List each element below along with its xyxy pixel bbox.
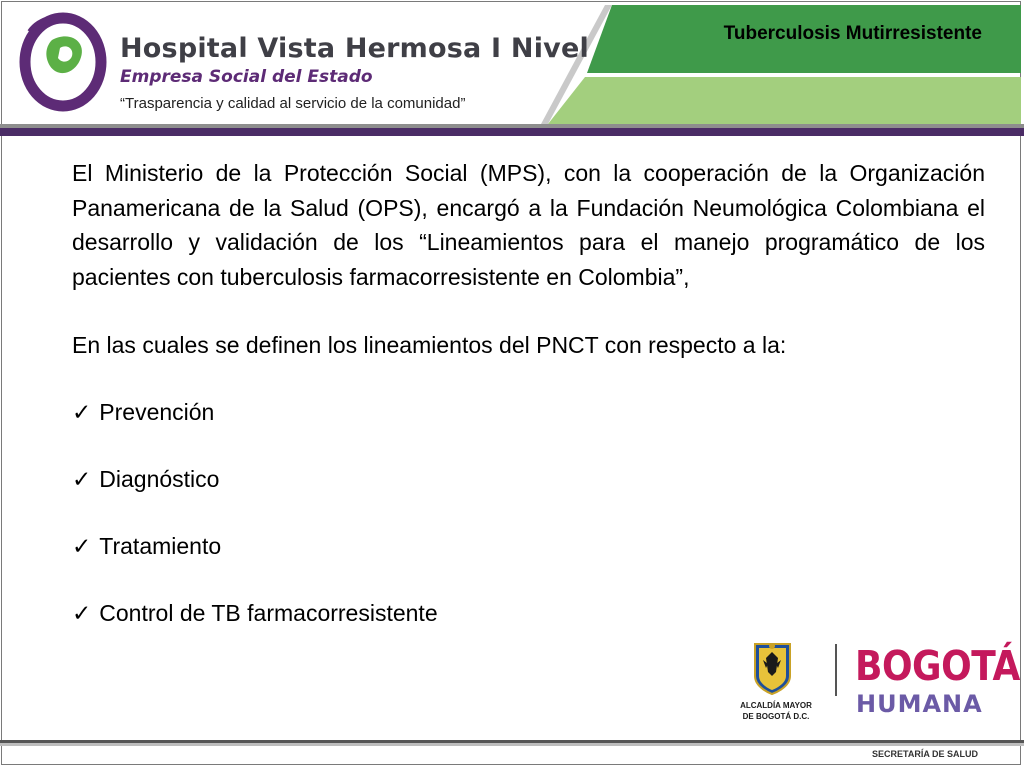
hospital-slogan: “Trasparencia y calidad al servicio de la comunidad” (120, 95, 466, 112)
intro-paragraph: El Ministerio de la Protección Social (MPS), con la cooperación de la Organización Panamericana de la Salud (OPS), encargó a la Fundación Neumológica Colombiana el desarrollo y validación de los “Lineamientos para el manejo programático de los pacientes con tuberculosis farmacorresistente en Colombia”, (72, 160, 985, 290)
checklist-item-label: Tratamiento (99, 533, 222, 559)
checklist-item-label: Diagnóstico (99, 466, 220, 492)
brand-bogota: BOGOTÁ (855, 643, 1020, 691)
entity-type-subtitle: Empresa Social del Estado (120, 67, 373, 87)
secretaria-label: SECRETARÍA DE SALUD (871, 749, 978, 759)
header-grey-strip (0, 124, 1024, 128)
checklist-item-control (72, 596, 985, 630)
alcaldia-label: ALCALDÍA MAYOR DE BOGOTÁ D.C. (740, 701, 812, 721)
hospital-name: Hospital Vista Hermosa I Nivel (120, 33, 589, 64)
header-light-green-band (548, 77, 1021, 124)
checkmark-icon: ✓ (72, 399, 92, 425)
slide-body (72, 156, 985, 630)
checkmark-icon: ✓ (72, 466, 92, 492)
header-purple-divider (0, 128, 1024, 136)
lead-sentence: En las cuales se definen los lineamientos del PNCT con respecto a la: (72, 332, 787, 358)
section-title: Tuberculosis Mutirresistente (723, 23, 982, 44)
checklist-item-label: Prevención (99, 399, 215, 425)
hospital-swirl-logo-icon (25, 18, 101, 106)
checklist-item-label: Control de TB farmacorresistente (99, 600, 438, 626)
checklist-item-tratamiento (72, 529, 985, 563)
checklist-item-prevencion (72, 395, 985, 429)
footer-logos (730, 636, 850, 696)
checklist-item-diagnostico (72, 462, 985, 496)
brand-humana: HUMANA (856, 690, 983, 718)
footer-rule (0, 740, 1024, 746)
checkmark-icon: ✓ (72, 600, 92, 626)
coat-of-arms-icon (755, 643, 790, 694)
checkmark-icon: ✓ (72, 533, 92, 559)
